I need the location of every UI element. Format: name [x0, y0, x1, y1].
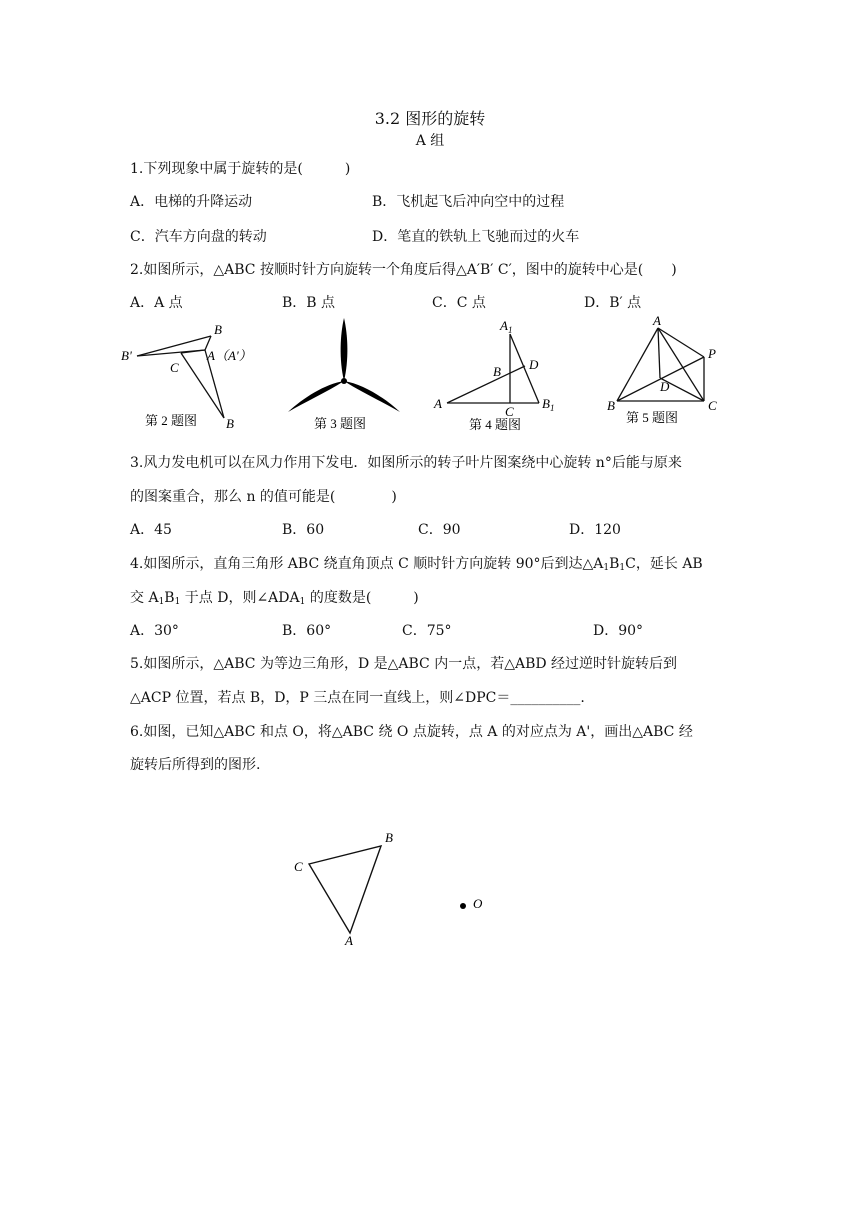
- question-5-line-1: 5.如图所示，△ABC 为等边三角形，D 是△ABC 内一点，若△ABD 经过逆时针旋转后到: [130, 656, 678, 672]
- fig4-label-b1: $B_1$: [542, 396, 555, 413]
- fig4-label-b: B: [493, 364, 501, 379]
- fig2-label-b-bottom: B: [226, 416, 234, 431]
- q1-option-d: D．笔直的铁轨上飞驰而过的火车: [372, 229, 580, 245]
- q4-option-b: B．60°: [282, 623, 332, 639]
- q2-option-a: A．A 点: [130, 295, 183, 311]
- q3-option-c: C．90: [418, 522, 461, 538]
- fig3-caption: 第 3 题图: [314, 416, 367, 431]
- q1-option-b: B．飞机起飞后冲向空中的过程: [372, 194, 565, 210]
- fig5-label-p: P: [708, 346, 716, 361]
- fig4-label-c: C: [505, 404, 514, 419]
- figure-6: [0, 820, 860, 950]
- q4-option-d: D．90°: [593, 623, 644, 639]
- question-3-line-2: 的图案重合，那么 n 的值可能是( ): [130, 489, 397, 505]
- fig5-label-c: C: [708, 398, 717, 413]
- figure-6-triangle: [309, 846, 381, 933]
- question-4-line-2: 交 $A_1B_1$ 于点 D，则$\angle ADA_1$ 的度数是( ): [130, 590, 419, 607]
- fig4-label-a: A: [434, 396, 442, 411]
- fig2-label-c: C: [170, 360, 179, 375]
- fig6-label-a: A: [345, 933, 353, 948]
- fig4-label-a1: $A_1$: [500, 318, 513, 335]
- q3-option-b: B．60: [282, 522, 325, 538]
- fig2-label-b-top: B: [214, 322, 222, 337]
- fig6-label-o: O: [473, 896, 483, 911]
- fig5-label-d: D: [660, 379, 670, 394]
- q2-option-b: B．B 点: [282, 295, 336, 311]
- fig4-label-d: D: [529, 357, 539, 372]
- q3-option-d: D．120: [569, 522, 621, 538]
- fig5-label-b: B: [607, 398, 615, 413]
- fig2-label-b-prime: B': [121, 348, 132, 363]
- group-heading: A 组: [415, 133, 445, 149]
- q1-option-c: C．汽车方向盘的转动: [130, 229, 267, 245]
- q4-option-a: A．30°: [130, 623, 179, 639]
- q2-option-d: D．B′ 点: [584, 295, 642, 311]
- point-o: [460, 903, 466, 909]
- q2-option-c: C．C 点: [432, 295, 486, 311]
- question-6-line-1: 6.如图，已知△ABC 和点 O，将△ABC 绕 O 点旋转，点 A 的对应点为 A'，画出△ABC 经: [130, 724, 693, 740]
- figure-3-wind-rotor: [288, 318, 400, 412]
- q1-option-a: A．电梯的升降运动: [130, 194, 253, 210]
- q3-option-a: A．45: [130, 522, 172, 538]
- page-title: 3.2 图形的旋转: [374, 109, 486, 128]
- fig4-caption: 第 4 题图: [469, 417, 522, 432]
- fig5-caption: 第 5 题图: [626, 410, 679, 425]
- fig6-label-b: B: [385, 830, 393, 845]
- fig2-caption: 第 2 题图: [145, 413, 198, 428]
- fig5-label-a: A: [653, 313, 661, 328]
- question-4-line-1: 4.如图所示，直角三角形 ABC 绕直角顶点 C 顺时针方向旋转 90°后到达$\triangle A_1B_1C$，延长 AB: [130, 556, 703, 573]
- question-5-line-2: △ACP 位置，若点 B，D，P 三点在同一直线上，则∠DPC＝__________.: [130, 690, 585, 706]
- figures-row: [0, 310, 860, 440]
- q4-option-c: C．75°: [402, 623, 452, 639]
- question-2: 2.如图所示，△ABC 按顺时针方向旋转一个角度后得△A′B′ C′，图中的旋转中心是( ): [130, 262, 677, 278]
- question-3-line-1: 3.风力发电机可以在风力作用下发电．如图所示的转子叶片图案绕中心旋转 n°后能与原来: [130, 455, 682, 471]
- question-6-line-2: 旋转后所得到的图形.: [130, 757, 261, 773]
- fig6-label-c: C: [294, 859, 303, 874]
- fig2-label-a: A（A'）: [207, 348, 252, 363]
- question-1: 1.下列现象中属于旋转的是( ): [130, 161, 351, 177]
